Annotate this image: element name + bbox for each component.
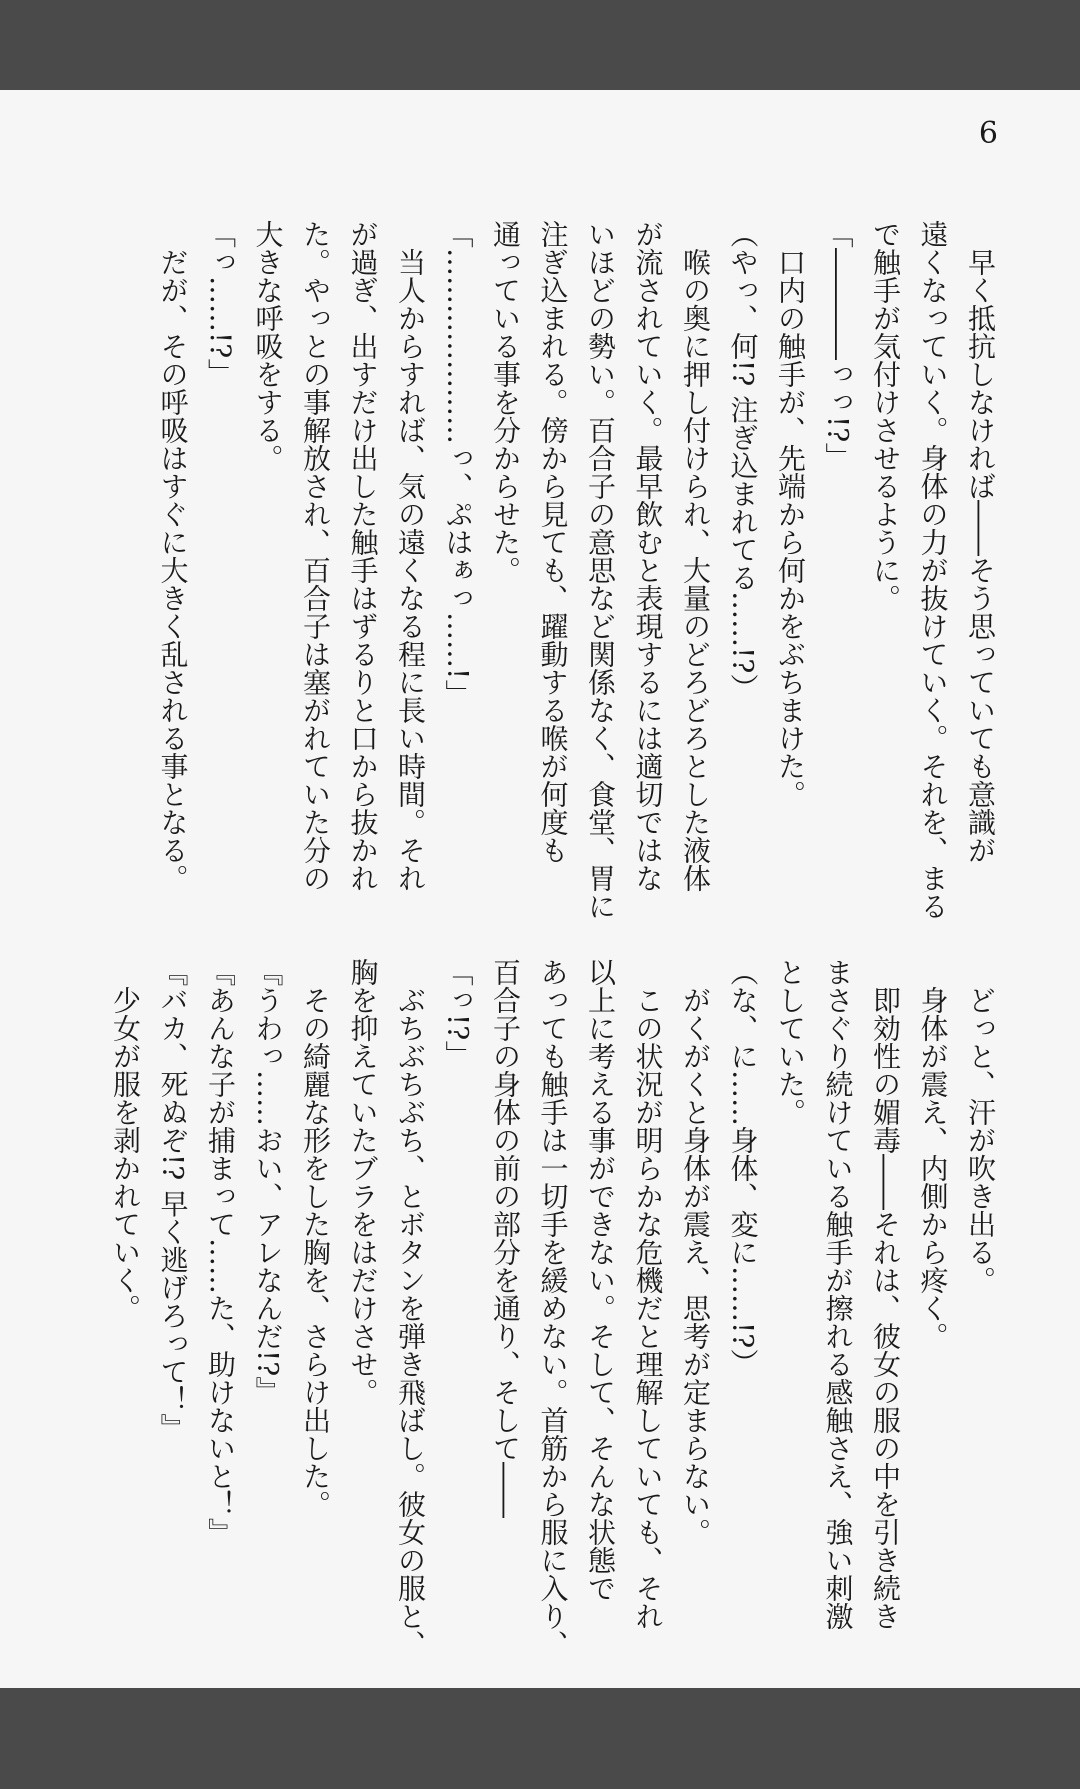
text-line: 通っている事を分からせた。 — [489, 220, 522, 584]
text-line: 「っ……!?」 — [204, 220, 237, 387]
text-line: だが、その呼吸はすぐに大きく乱される事となる。 — [156, 220, 190, 892]
text-line: 早く抵抗しなければ――そう思っていても意識が — [964, 220, 997, 864]
text-line: （な、に……身体、変に……!?） — [726, 958, 760, 1377]
reader-top-bar — [0, 0, 1080, 90]
text-line: いほどの勢い。百合子の意思など関係なく、食堂、胃に — [584, 220, 617, 920]
text-block-top — [104, 220, 1004, 940]
book-page — [0, 90, 1080, 1688]
text-line: どっと、汗が吹き出る。 — [964, 958, 997, 1294]
text-line: 口内の触手が、先端から何かをぶちまけた。 — [774, 220, 807, 808]
text-line: 胸を抑えていたブラをはだけさせ。 — [346, 958, 380, 1406]
text-line: 『あんな子が捕まって……た、助けないと！』 — [204, 958, 237, 1546]
text-line: で触手が気付けさせるように。 — [869, 220, 902, 612]
text-line: た。やっとの事解放され、百合子は塞がれていた分の — [299, 220, 332, 892]
text-line: 「――――っっ!?」 — [821, 220, 855, 471]
text-line: あっても触手は一切手を緩めない。首筋から服に入り、 — [536, 958, 570, 1658]
text-line: としていた。 — [774, 958, 807, 1126]
text-line: この状況が明らかな危機だと理解していても、それ — [631, 958, 665, 1630]
text-line: 『バカ、死ぬぞ!? 早く逃げろって！』 — [156, 958, 190, 1442]
text-line: 少女が服を剥かれていく。 — [109, 958, 142, 1322]
text-line: 即効性の媚毒――それは、彼女の服の中を引き続き — [869, 958, 902, 1630]
text-line: 『うわっ……おい、アレなんだ!?』 — [251, 958, 285, 1405]
text-line: 百合子の身体の前の部分を通り、そして―― — [489, 958, 522, 1518]
text-line: 大きな呼吸をする。 — [251, 220, 285, 472]
text-line: 「…………………っ、ぷはぁっ……!」 — [441, 220, 475, 708]
text-line: が流されていく。最早飲むと表現するには適切ではな — [631, 220, 665, 892]
text-block-bottom — [104, 958, 1004, 1658]
text-line: 当人からすれば、気の遠くなる程に長い時間。それ — [394, 220, 427, 892]
text-line: 以上に考える事ができない。そして、そんな状態で — [584, 958, 617, 1602]
text-line: ぶちぶちぶち、とボタンを弾き飛ばし。彼女の服と、 — [394, 958, 427, 1658]
text-line: 遠くなっていく。身体の力が抜けていく。それを、まる — [916, 220, 950, 920]
text-line: がくがくと身体が震え、思考が定まらない。 — [679, 958, 712, 1546]
text-line: （やっ、何!? 注ぎ込まれてる……!?） — [726, 220, 760, 702]
reader-bottom-bar — [0, 1688, 1080, 1789]
page-number: 6 — [978, 116, 998, 151]
text-line: その綺麗な形をした胸を、さらけ出した。 — [299, 958, 332, 1518]
text-line: が過ぎ、出すだけ出した触手はずるりと口から抜かれ — [346, 220, 380, 892]
text-line: まさぐり続けている触手が擦れる感触さえ、強い刺激 — [821, 958, 855, 1630]
text-line: 身体が震え、内側から疼く。 — [916, 958, 950, 1350]
text-line: 喉の奥に押し付けられ、大量のどろどろとした液体 — [679, 220, 712, 892]
text-line: 「っ!?」 — [441, 958, 475, 1069]
text-line: 注ぎ込まれる。傍から見ても、躍動する喉が何度も — [536, 220, 570, 864]
